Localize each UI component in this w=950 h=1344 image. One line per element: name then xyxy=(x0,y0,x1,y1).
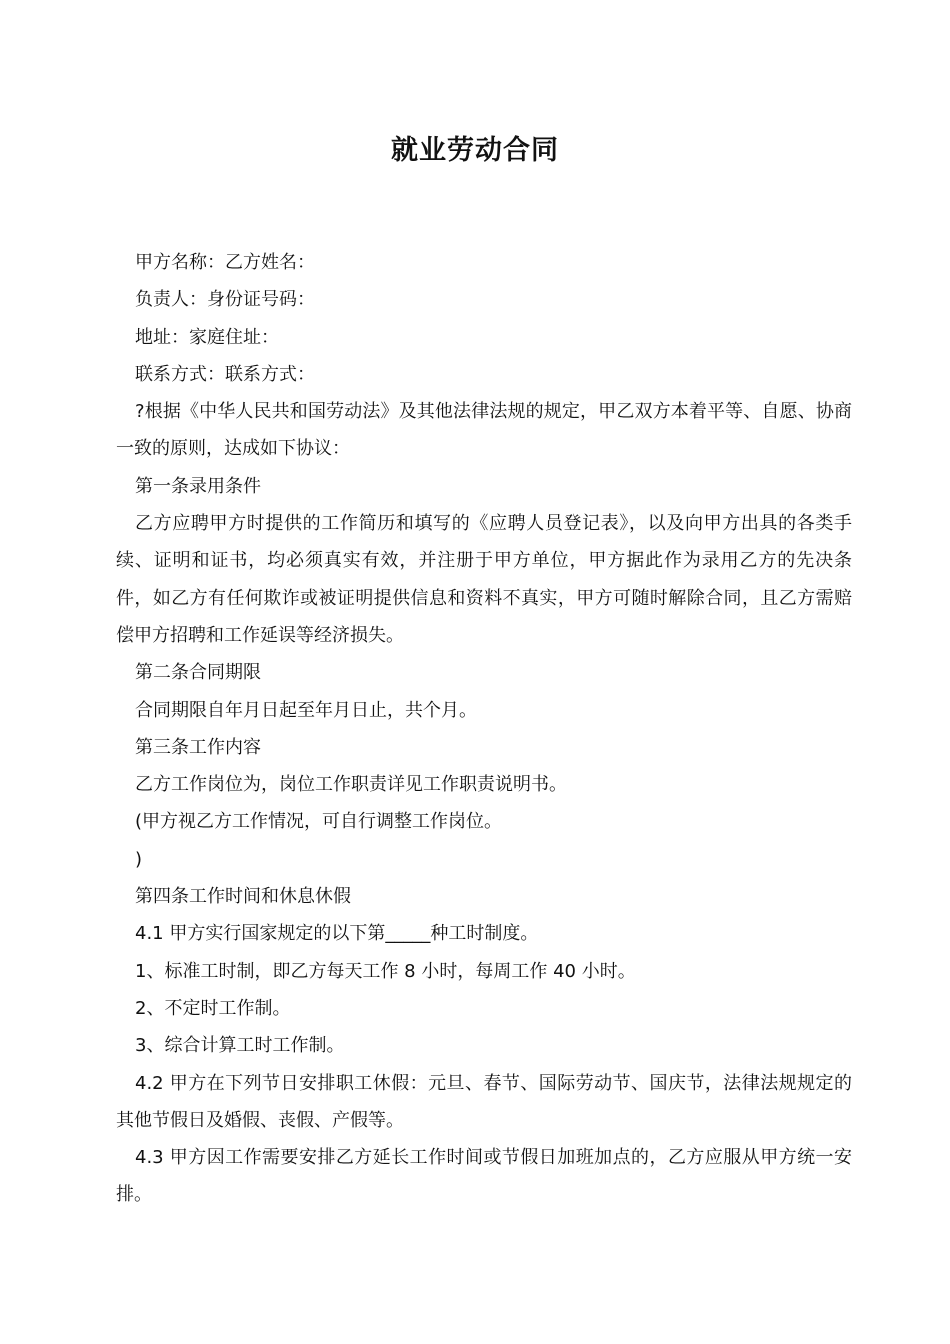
article-2-paragraph: 合同期限自年月日起至年月日止，共个月。 xyxy=(135,699,477,721)
article-2-heading: 第二条合同期限 xyxy=(135,662,261,684)
clause-4-1-option-1: 1、标准工时制，即乙方每天工作 8 小时，每周工作 40 小时。 xyxy=(135,960,636,982)
contact-line: 联系方式：联系方式： xyxy=(135,363,315,385)
article-1-heading: 第一条录用条件 xyxy=(135,475,261,497)
clause-4-1-option-2: 2、不定时工作制。 xyxy=(135,997,291,1019)
article-1-paragraph: 乙方应聘甲方时提供的工作简历和填写的《应聘人员登记表》，以及向甲方出具的各类手续、证明和证书，均必须真实有效，并注册于甲方单位，甲方据此作为录用乙方的先决条件，如乙方有任何欺诈或被证明提供信息和资料不真实，甲方可随时解除合同，且乙方需赔偿甲方招聘和工作延误等经济损失。 xyxy=(116,513,852,646)
document-title: 就业劳动合同 xyxy=(391,135,559,166)
article-3-heading: 第三条工作内容 xyxy=(135,736,261,758)
address-line: 地址：家庭住址： xyxy=(135,326,279,348)
article-3-paragraph: 乙方工作岗位为，岗位工作职责详见工作职责说明书。 xyxy=(135,774,567,796)
responsible-person-line: 负责人：身份证号码： xyxy=(135,289,315,311)
clause-4-2: 4.2 甲方在下列节日安排职工休假：元旦、春节、国际劳动节、国庆节，法律法规规定的其他节假日及婚假、丧假、产假等。 xyxy=(116,1072,852,1131)
document-body xyxy=(116,244,852,1214)
clause-4-1-option-3: 3、综合计算工时工作制。 xyxy=(135,1035,345,1057)
party-a-name-line: 甲方名称：乙方姓名： xyxy=(135,252,315,273)
clause-4-3: 4.3 甲方因工作需要安排乙方延长工作时间或节假日加班加点的，乙方应服从甲方统一安排。 xyxy=(116,1147,852,1206)
clause-4-1: 4.1 甲方实行国家规定的以下第_____种工时制度。 xyxy=(135,923,539,945)
article-3-note: (甲方视乙方工作情况，可自行调整工作岗位。 xyxy=(135,811,503,833)
article-3-note-close: ) xyxy=(135,848,143,870)
preamble-paragraph: ?根据《中华人民共和国劳动法》及其他法律法规的规定，甲乙双方本着平等、自愿、协商一致的原则，达成如下协议： xyxy=(116,401,852,460)
article-4-heading: 第四条工作时间和休息休假 xyxy=(135,886,351,908)
